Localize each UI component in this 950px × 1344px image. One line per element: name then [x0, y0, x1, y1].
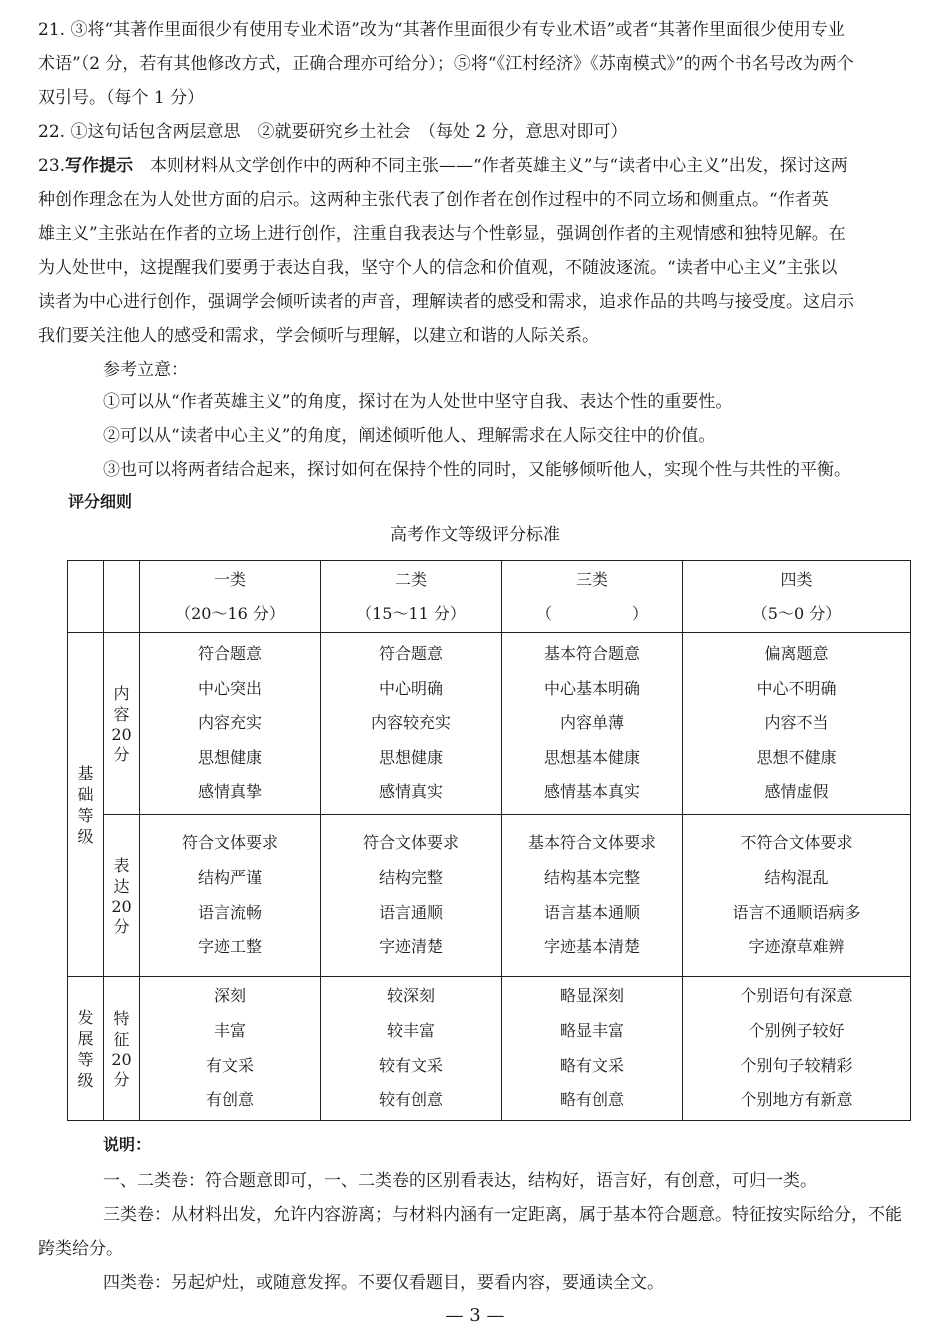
page-number: — 3 —	[445, 1305, 505, 1326]
group-label-develop: 发展等级	[68, 977, 104, 1121]
row-label-expression: 表达 20分	[104, 815, 140, 977]
group-label-basic: 基础等级	[68, 633, 104, 977]
q23-line1	[38, 149, 908, 183]
table-cell: 略显深刻 略显丰富 略有文采 略有创意	[502, 977, 683, 1121]
note-2-line1: 三类卷：从材料出发，允许内容游离；与材料内涵有一定距离，属于基本符合题意。特征按实际给分，不能	[103, 1205, 902, 1225]
table-cell: 符合文体要求 结构完整 语言通顺 字迹清楚	[321, 815, 502, 977]
q23-text: 本则材料从文学创作中的两种不同主张——“作者英雄主义”与“读者中心主义”出发，探讨这两	[150, 156, 848, 176]
corner-cell	[104, 561, 140, 633]
table-cell: 符合文体要求 结构严谨 语言流畅 字迹工整	[140, 815, 321, 977]
table-cell: 偏离题意 中心不明确 内容不当 思想不健康 感情虚假	[683, 633, 911, 815]
table-row	[68, 977, 911, 1121]
ref-item-2: ②可以从“读者中心主义”的角度，阐述倾听他人、理解需求在人际交往中的价值。	[103, 426, 716, 446]
ref-item-1: ①可以从“作者英雄主义”的角度，探讨在为人处世中坚守自我、表达个性的重要性。	[103, 392, 733, 412]
q23-line3: 雄主义”主张站在作者的立场上进行创作，注重自我表达与个性彰显，强调创作者的主观情感和独特见解。在	[38, 224, 846, 244]
column-header-3: 三类 （ ）	[502, 561, 683, 633]
table-row	[68, 815, 911, 977]
table-cell: 较深刻 较丰富 较有文采 较有创意	[321, 977, 502, 1121]
q23-number: 23.	[38, 156, 66, 176]
table-header-row	[68, 561, 911, 633]
q23-line6: 我们要关注他人的感受和需求，学会倾听与理解，以建立和谐的人际关系。	[38, 326, 599, 346]
table-cell: 深刻 丰富 有文采 有创意	[140, 977, 321, 1121]
corner-cell	[68, 561, 104, 633]
row-label-content: 内容 20分	[104, 633, 140, 815]
q23-line5: 读者为中心进行创作，强调学会倾听读者的声音，理解读者的感受和需求，追求作品的共鸣与接受度。这启示	[38, 292, 854, 312]
table-cell: 符合题意 中心突出 内容充实 思想健康 感情真挚	[140, 633, 321, 815]
q22-line1: 22. ①这句话包含两层意思 ②就要研究乡土社会 （每处 2 分，意思对即可）	[38, 122, 628, 142]
table-cell: 个别语句有深意 个别例子较好 个别句子较精彩 个别地方有新意	[683, 977, 911, 1121]
note-2-line2: 跨类给分。	[38, 1239, 123, 1259]
q21-line3: 双引号。（每个 1 分）	[38, 88, 205, 108]
ref-item-3: ③也可以将两者结合起来，探讨如何在保持个性的同时，又能够倾听他人，实现个性与共性的平衡。	[103, 460, 851, 480]
q23-label: 写作提示	[65, 156, 134, 176]
table-title: 高考作文等级评分标准	[390, 525, 560, 545]
section-title: 评分细则	[68, 492, 133, 511]
note-3: 四类卷：另起炉灶，或随意发挥。不要仅看题目，要看内容，要通读全文。	[103, 1273, 664, 1293]
q21-line1: 21. ③将“其著作里面很少有使用专业术语”改为“其著作里面很少有专业术语”或者“其著作里面很少使用专业	[38, 20, 845, 40]
column-header-2: 二类 （15～11 分）	[321, 561, 502, 633]
column-header-4: 四类 （5～0 分）	[683, 561, 911, 633]
table-cell: 不符合文体要求 结构混乱 语言不通顺语病多 字迹潦草难辨	[683, 815, 911, 977]
notes-title: 说明：	[103, 1135, 152, 1154]
q23-line4: 为人处世中，这提醒我们要勇于表达自我，坚守个人的信念和价值观，不随波逐流。“读者中心主义”主张以	[38, 258, 838, 278]
table-cell: 基本符合文体要求 结构基本完整 语言基本通顺 字迹基本清楚	[502, 815, 683, 977]
row-label-feature: 特征 20分	[104, 977, 140, 1121]
table-row	[68, 633, 911, 815]
grading-table	[67, 560, 911, 1121]
q23-line2: 种创作理念在为人处世方面的启示。这两种主张代表了创作者在创作过程中的不同立场和侧重点。“作者英	[38, 190, 829, 210]
q21-line2: 术语”（2 分，若有其他修改方式，正确合理亦可给分）；⑤将“《江村经济》《苏南模式》”的两个书名号改为两个	[38, 54, 854, 74]
column-header-1: 一类 （20～16 分）	[140, 561, 321, 633]
note-1: 一、二类卷：符合题意即可，一、二类卷的区别看表达，结构好，语言好，有创意，可归一类。	[103, 1171, 817, 1191]
table-cell: 基本符合题意 中心基本明确 内容单薄 思想基本健康 感情基本真实	[502, 633, 683, 815]
ref-title: 参考立意：	[103, 360, 188, 380]
table-cell: 符合题意 中心明确 内容较充实 思想健康 感情真实	[321, 633, 502, 815]
